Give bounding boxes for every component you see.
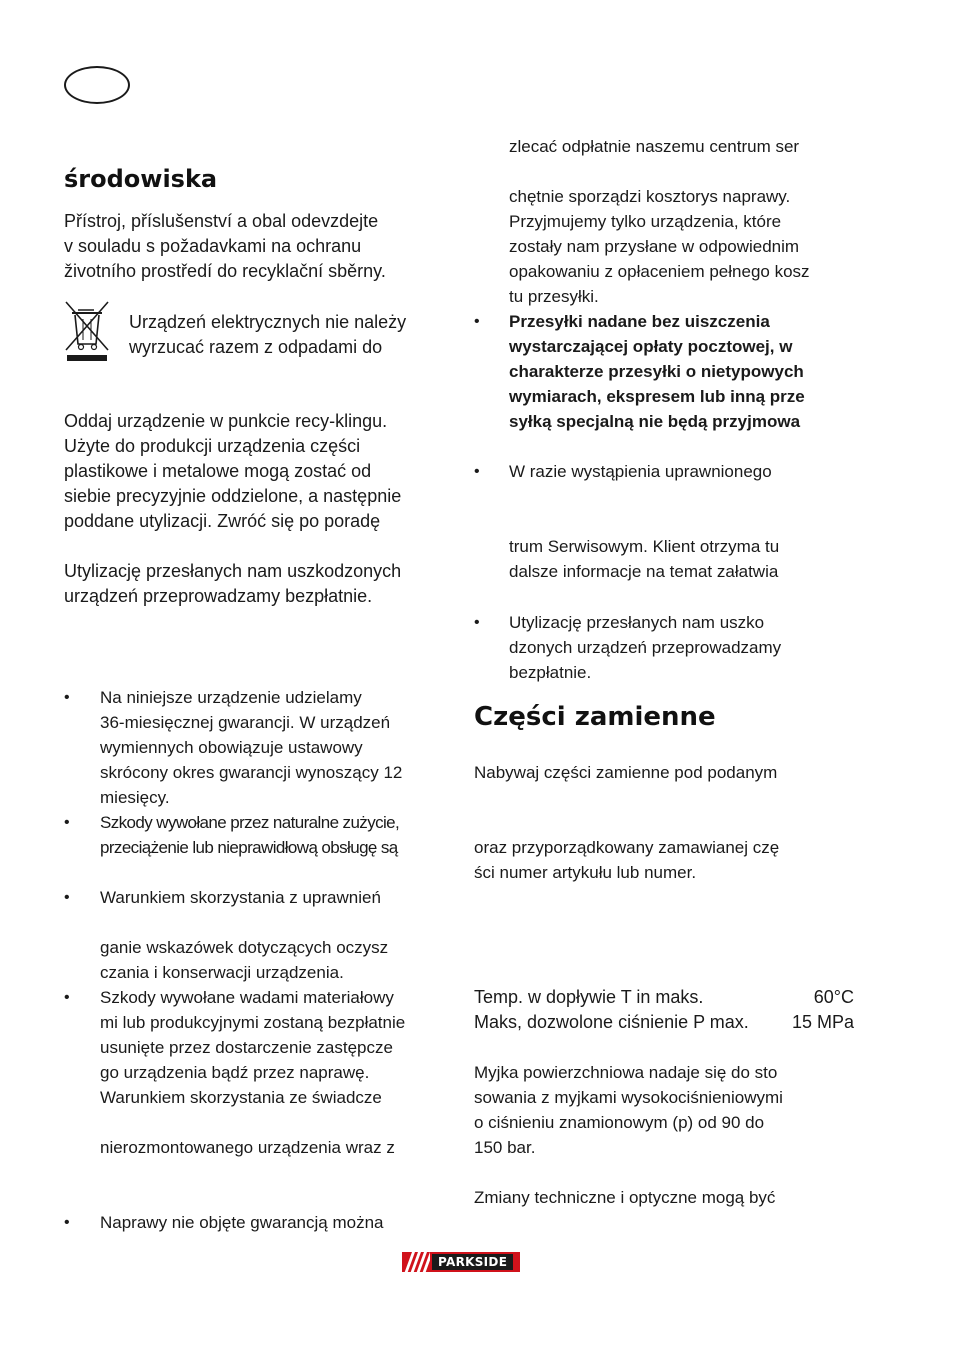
disposal-bullet: Utylizację przesłanych nam uszko dzonych urządzeń przeprowadzamy bezpłatnie. [509,613,782,682]
bullet-marker: • [474,313,480,330]
warranty-bullet-4-cont: nierozmontowanego urządzenia wraz z [100,1138,395,1157]
warranty-bullet-3-cont: ganie wskazówek dotyczących oczysz czania i konserwacji urządzenia. [100,938,389,982]
crossed-bin-icon [64,300,110,362]
warranty-bullet-4: Szkody wywołane wadami materiałowy mi lub produkcyjnymi zostaną bezpłatnie usunięte przez dostarczenie zastępcze go urządzenia bądź przez naprawę. Warunkiem skorzystania ze świadcze [100,988,406,1107]
intro-paragraph: Přístroj, příslušenství a obal odevzdejte v souladu s požadavkami na ochranu životního prostředí do recyklační sběrny. [64,211,386,281]
bullet-marker: • [474,463,480,480]
spec-value: 15 MPa [791,1012,854,1032]
logo-wordmark: PARKSIDE [432,1254,513,1270]
bullet-marker: • [64,689,70,706]
weee-note: Urządzeń elektrycznych nie należy wyrzucać razem z odpadami do [129,312,407,357]
changes-note: Zmiany techniczne i optyczne mogą być [474,1188,776,1207]
bullet-marker: • [64,989,70,1006]
warranty-bullet-2: Szkody wywołane przez naturalne zużycie, przeciążenie lub nieprawidłową obsługę są [100,813,400,857]
warranty-bullet-5: Naprawy nie objęte gwarancją można [100,1213,384,1232]
logo-stripes-icon [402,1252,430,1272]
recycling-paragraph: Oddaj urządzenie w punkcie recy-klingu. Użyte do produkcji urządzenia części plastikowe i metalowe mogą zostać od siebie precyzyjnie oddzielone, a następnie poddane utylizacji. Zwróć się po poradę [64,411,402,531]
warranty-bullet-1: Na niniejsze urządzenie udzielamy 36-miesięcznej gwarancji. W urządzeń wymiennych obowiązuje ustawowy skrócony okres gwarancji wynoszący 12 miesięcy. [100,688,403,807]
spare-parts-paragraph: oraz przyporządkowany zamawianej czę ści numer artykułu lub numer. [474,838,780,882]
language-badge [64,66,130,104]
parkside-logo [402,1252,520,1272]
warranty-bullet-3: Warunkiem skorzystania z uprawnień [100,888,381,907]
section-heading-environment: środowiska [64,165,218,193]
service-paragraph: chętnie sporządzi kosztorys naprawy. Przyjmujemy tylko urządzenia, które zostały nam przysłane w odpowiednim opakowaniu z opłaceniem pełnego kosz tu przesyłki. [509,187,810,306]
disposal-paragraph: Utylizację przesłanych nam uszkodzonych urządzeń przeprowadzamy bezpłatnie. [64,561,402,606]
claim-bullet: W razie wystąpienia uprawnionego [509,462,772,481]
spare-parts-line: Nabywaj części zamienne pod podanym [474,763,778,782]
claim-bullet-cont: trum Serwisowym. Klient otrzyma tu dalsze informacje na temat załatwia [509,537,780,581]
spec-label: Temp. w dopływie T in maks. [474,987,704,1007]
bullet-marker: • [64,814,70,831]
spec-label: Maks, dozwolone ciśnienie P max. [474,1012,749,1032]
section-heading-spare-parts: Części zamienne [474,702,716,732]
bullet-marker: • [64,1214,70,1231]
spec-row-temperature [474,985,854,1010]
bullet-marker: • [64,889,70,906]
spec-row-pressure [474,1010,854,1035]
compatibility-paragraph: Myjka powierzchniowa nadaje się do sto sowania z myjkami wysokociśnieniowymi o ciśnieniu znamionowym (p) od 90 do 150 bar. [474,1063,783,1157]
spec-value: 60°C [813,987,854,1007]
shipping-bullet: Przesyłki nadane bez uiszczenia wystarczającej opłaty pocztowej, w charakterze przesyłki o nietypowych wymiarach, ekspresem lub inną prze syłką specjalną nie będą przyjmowa [509,312,805,431]
bullet-marker: • [474,614,480,631]
service-line: zlecać odpłatnie naszemu centrum ser [509,137,800,156]
